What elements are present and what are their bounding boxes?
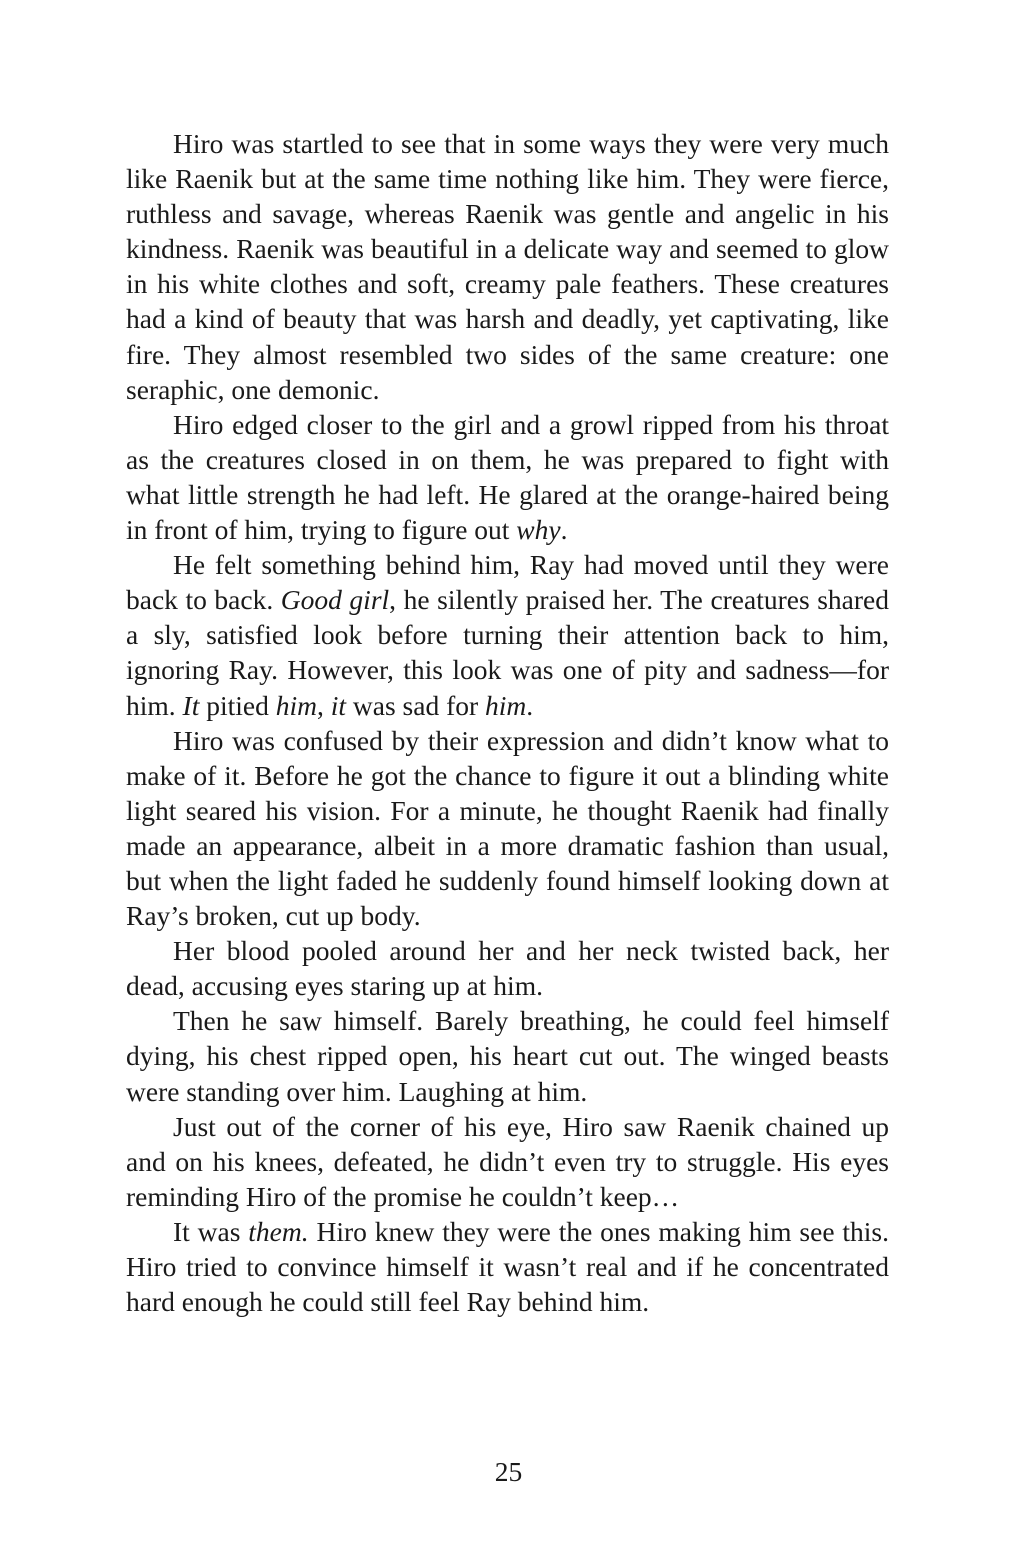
text-run: pitied — [199, 689, 276, 721]
paragraph — [126, 1003, 889, 1108]
paragraph — [126, 723, 889, 934]
text-run: Hiro was confused by their expression and didn’t know what to make of it. Before he got the chance to figure it out a blinding white light seared his vision. For a minute, he thought Raenik had finally made an appearance, albeit in a more dramatic fashion than usual, but when the light faded he suddenly found himself looking down at Ray’s broken, cut up body. — [126, 724, 889, 932]
italic-text-run: him — [485, 689, 527, 721]
italic-text-run: it — [330, 689, 347, 721]
italic-text-run: why — [516, 514, 561, 546]
text-run: Her blood pooled around her and her neck twisted back, her dead, accusing eyes staring up at him. — [126, 935, 889, 1002]
text-run: Just out of the corner of his eye, Hiro saw Raenik chained up and on his knees, defeated, he didn’t even try to struggle. His eyes reminding Hiro of the promise he couldn’t keep… — [126, 1110, 889, 1212]
italic-text-run: It — [182, 689, 200, 721]
text-run: He felt something behind him, Ray had moved until they were back to back. — [126, 549, 889, 616]
text-run: . — [526, 689, 534, 721]
text-run: It was — [173, 1215, 249, 1247]
text-run: Hiro knew they were the ones making him see this. Hiro tried to convince himself it wasn’t real and if he concentrated hard enough he could still feel Ray behind him. — [126, 1215, 889, 1318]
page-number: 25 — [494, 1456, 523, 1487]
italic-text-run: him — [275, 689, 317, 721]
text-run: Then he saw himself. Barely breathing, he could feel himself dying, his chest ripped open, his heart cut out. The winged beasts were standing over him. Laughing at him. — [126, 1005, 889, 1107]
paragraph — [126, 933, 889, 1003]
paragraph — [126, 1109, 889, 1214]
paragraph — [126, 407, 889, 547]
body-text — [126, 126, 889, 1319]
text-run: was sad for — [346, 689, 486, 721]
text-run: Hiro edged closer to the girl and a growl ripped from his throat as the creatures closed in on them, he was prepared to fight with what little strength he had left. He glared at the orange-haired being in front of him, trying to figure out — [126, 408, 889, 546]
italic-text-run: them. — [248, 1215, 309, 1247]
italic-text-run: Good girl — [280, 584, 390, 616]
text-run: . — [560, 514, 568, 546]
paragraph — [126, 126, 889, 407]
text-run: , — [316, 689, 331, 721]
text-run: , he silently praised her. The creatures shared a sly, satisfied look before turning their attention back to him, ignoring Ray. However, this look was one of pity and sadness—for him. — [126, 584, 890, 721]
text-run: Hiro was startled to see that in some ways they were very much like Raenik but at the same time nothing like him. They were fierce, ruthless and savage, whereas Raenik was gentle and angelic in his kindness. Raenik was beautiful in a delicate way and seemed to glow in his white clothes and soft, creamy pale feathers. These creatures had a kind of beauty that was harsh and deadly, yet captivating, like fire. They almost resembled two sides of the same creature: one seraphic, one demonic. — [126, 128, 889, 405]
paragraph — [126, 547, 889, 722]
paragraph — [126, 1214, 889, 1319]
